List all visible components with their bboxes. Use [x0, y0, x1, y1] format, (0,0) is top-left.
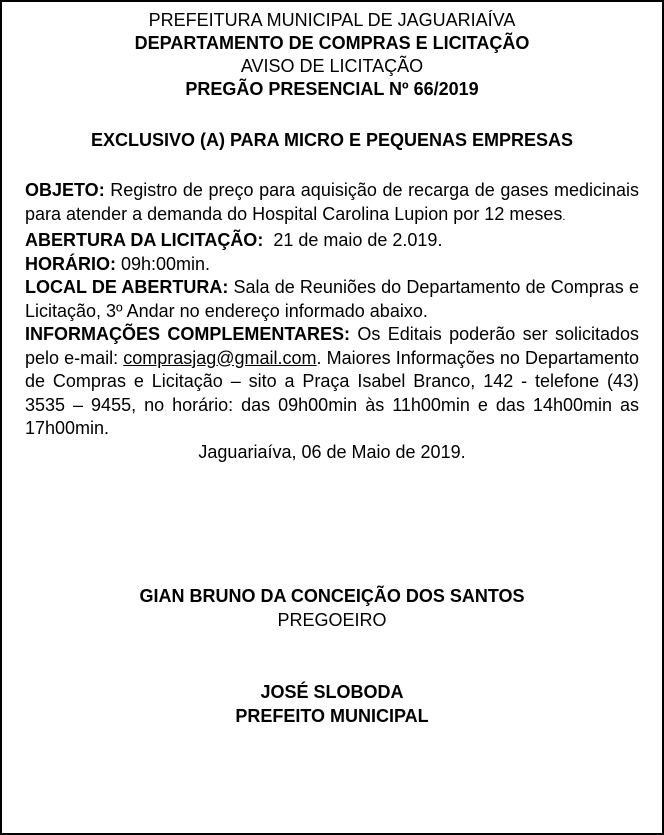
signature-block-prefeito [2, 680, 662, 728]
local-paragraph [25, 276, 639, 323]
header [2, 9, 662, 101]
abertura-paragraph [25, 229, 639, 253]
notice-body [25, 179, 639, 464]
objeto-text: Registro de preço para aquisição de recarga de gases medicinais para atender a demanda do Hospital Carolina Lupion por 12 meses [25, 180, 639, 224]
exclusive-notice: EXCLUSIVO (A) PARA MICRO E PEQUENAS EMPRESAS [90, 130, 574, 150]
abertura-text: 21 de maio de 2.019. [263, 230, 443, 250]
horario-label: HORÁRIO: [25, 253, 116, 274]
abertura-label: ABERTURA DA LICITAÇÃO: [25, 230, 264, 250]
objeto-label: OBJETO: [25, 180, 105, 200]
objeto-paragraph [25, 179, 639, 229]
informacoes-label: INFORMAÇÕES COMPLEMENTARES: [25, 324, 351, 344]
signature-name: JOSÉ SLOBODA [260, 682, 404, 702]
horario-text: 09h:00min. [116, 253, 211, 274]
signature-name: GIAN BRUNO DA CONCEIÇÃO DOS SANTOS [139, 586, 525, 606]
email-link[interactable]: comprasjag@gmail.com [123, 347, 317, 368]
local-label: LOCAL DE ABERTURA: [25, 277, 229, 297]
department-title: DEPARTAMENTO DE COMPRAS E LICITAÇÃO [134, 33, 530, 53]
informacoes-paragraph [25, 323, 639, 441]
notice-type: AVISO DE LICITAÇÃO [240, 56, 424, 76]
informacoes-text-after: . Maiores Informações no Departamento de Compras e Licitação – sito a Praça Isabel Branco, 142 - telefone (43) 3535 – 9455, no horário: das 09h00min às 11h00min e das 14h00min as 17h00min. [25, 347, 640, 438]
informacoes-text-before: Os Editais poderão ser solicitados pelo e-mail: [25, 324, 639, 368]
municipality-title: PREFEITURA MUNICIPAL DE JAGUARIAÍVA [148, 10, 516, 30]
auction-number: PREGÃO PRESENCIAL Nº 66/2019 [185, 79, 479, 99]
date-line: Jaguariaíva, 06 de Maio de 2019. [198, 441, 466, 462]
horario-paragraph [25, 253, 639, 277]
signature-role: PREGOEIRO [277, 610, 387, 630]
signature-block-pregoeiro [2, 584, 662, 632]
objeto-trail: . [562, 210, 566, 223]
local-text: Sala de Reuniões do Departamento de Compras e Licitação, 3º Andar no endereço informado abaixo. [25, 277, 639, 321]
signature-role: PREFEITO MUNICIPAL [235, 706, 429, 726]
